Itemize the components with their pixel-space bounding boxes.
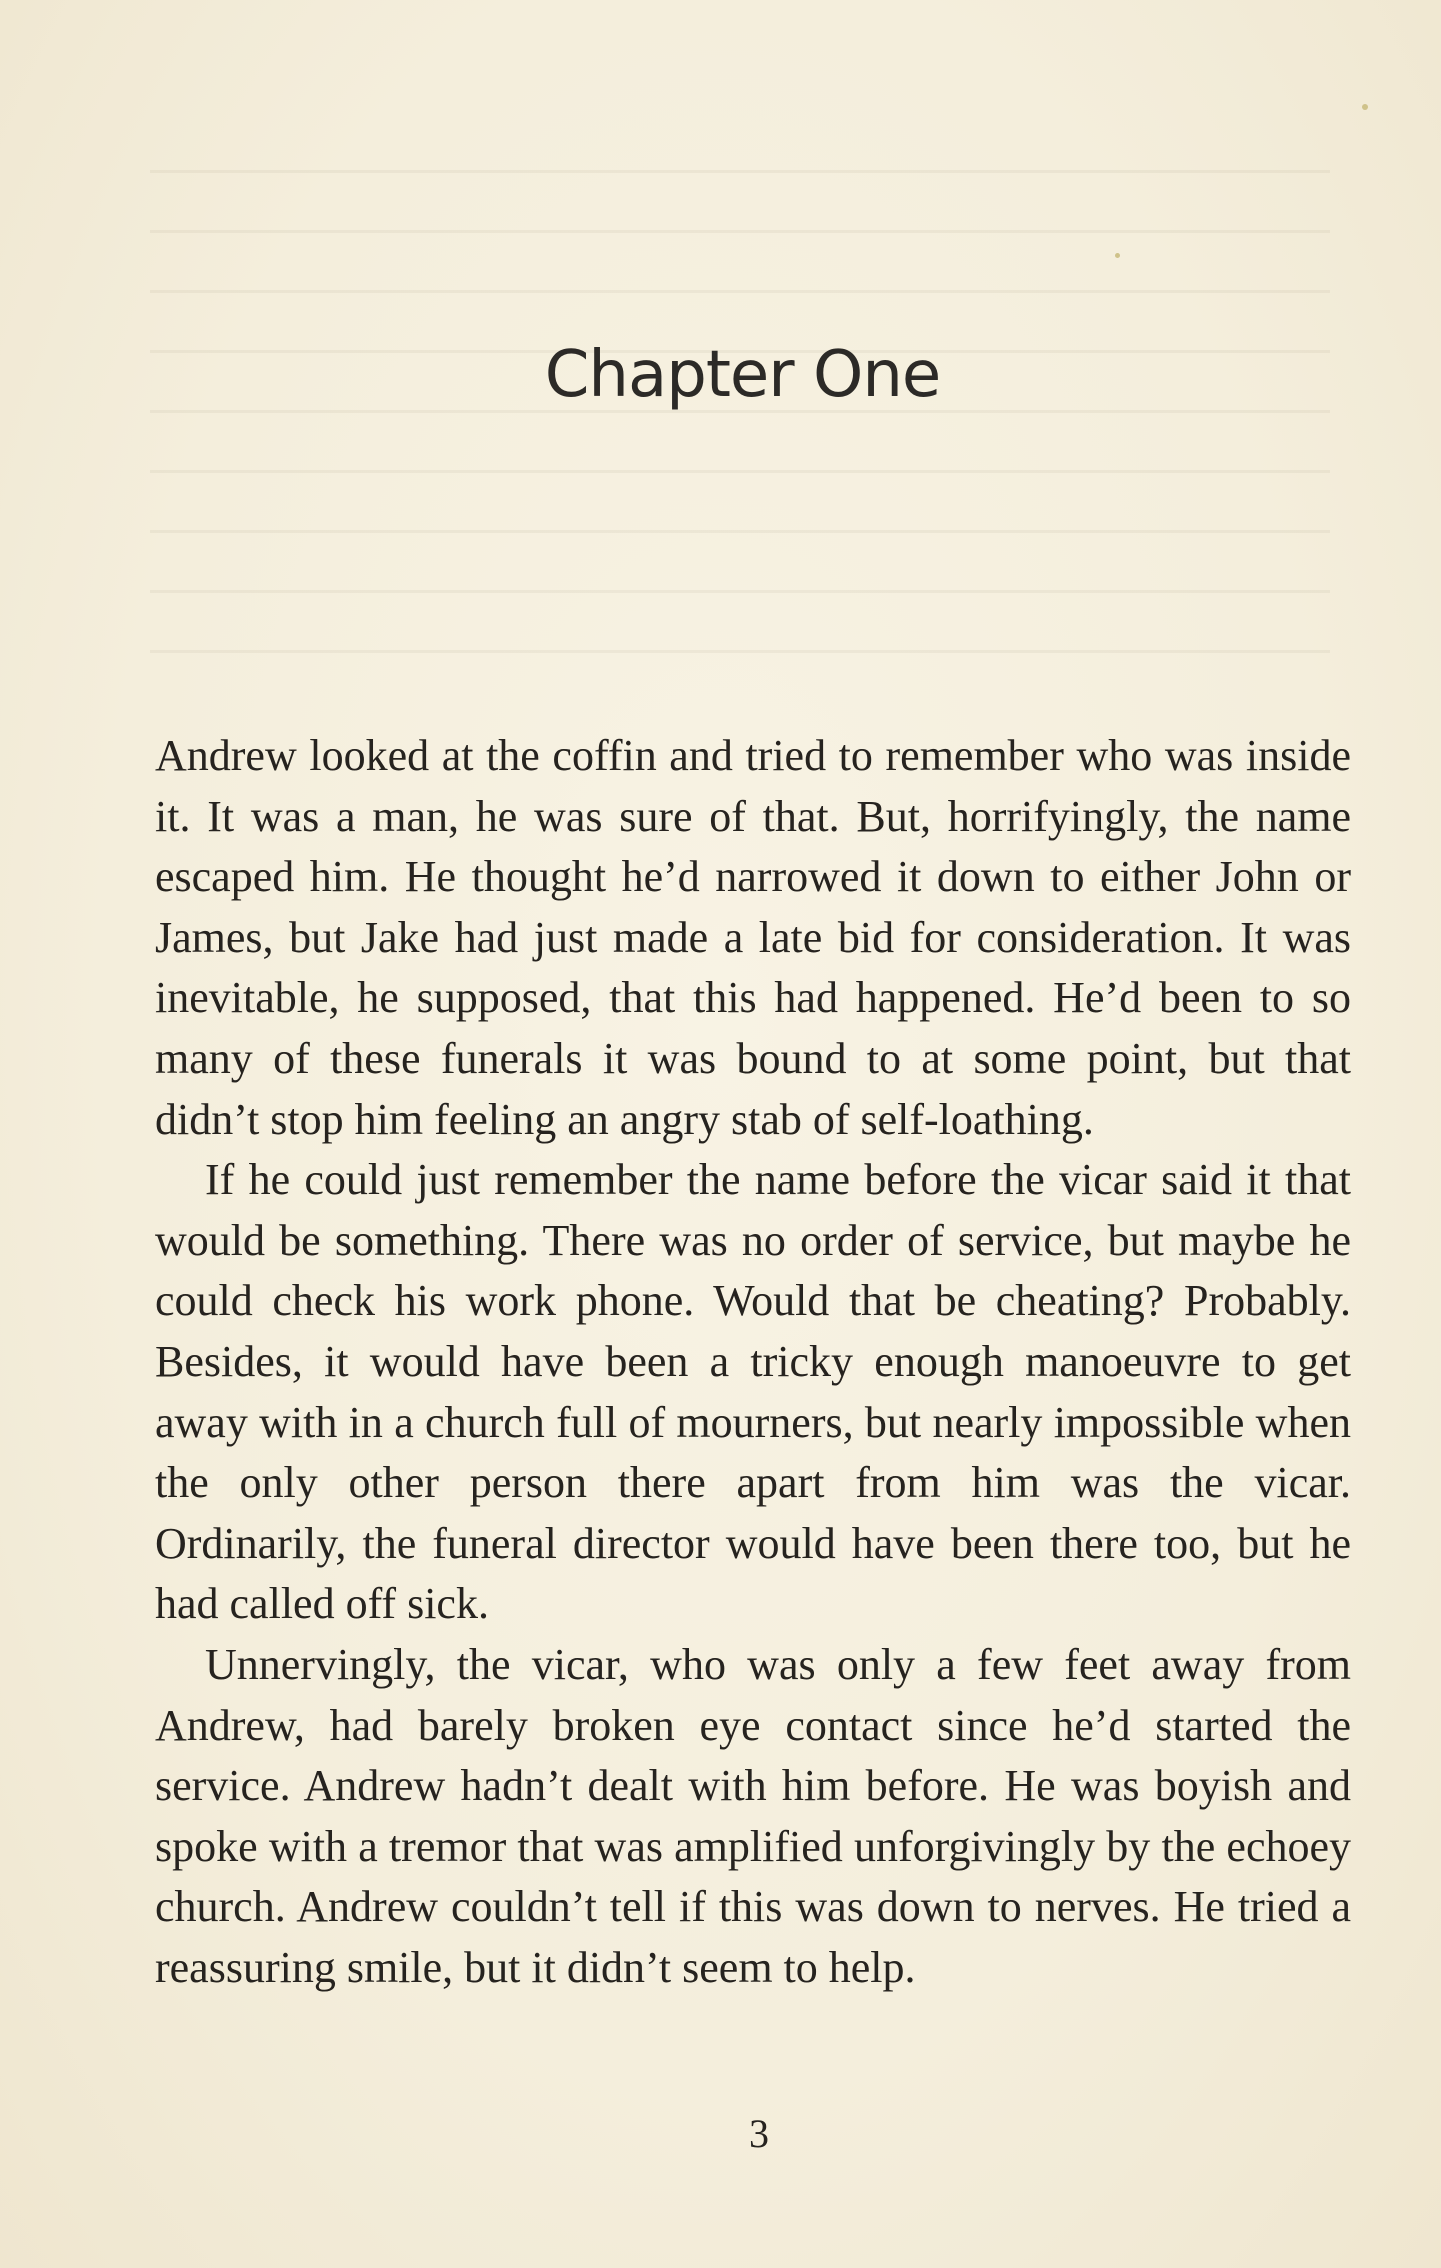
paragraph-1: Andrew looked at the coffin and tried to remember who was inside it. It was a man, he was sure of that. But, horrifyingly, the name escaped him. He thought he’d narrowed it down to either John or James, but Jake had just made a late bid for consideration. It was inevitable, he supposed, that this had happened. He’d been to so many of these funerals it was bound to at some point, but that didn’t stop him feeling an angry stab of self-loathing. [155,731,1351,1144]
chapter-title: Chapter One [544,338,941,412]
page-number: 3 [749,2111,769,2156]
paper-show-through [150,170,1330,690]
chapter-body [155,726,1351,1998]
paragraph-2: If he could just remember the name before the vicar said it that would be something. There was no order of service, but maybe he could check his work phone. Would that be cheating? Probably. Besides, it would have been a tricky enough manoeuvre to get away with in a church full of mourners, but nearly impossible when the only other person there apart from him was the vicar. Ordinarily, the funeral director would have been there too, but he had called off sick. [155,1155,1351,1629]
paper-speck [1362,104,1368,110]
paper-speck [1115,253,1120,258]
paragraph-3: Unnervingly, the vicar, who was only a few feet away from Andrew, had barely broken eye contact since he’d started the service. Andrew hadn’t dealt with him before. He was boyish and spoke with a tremor that was amplified unforgivingly by the echoey church. Andrew couldn’t tell if this was down to nerves. He tried a reassuring smile, but it didn’t seem to help. [155,1639,1351,1992]
